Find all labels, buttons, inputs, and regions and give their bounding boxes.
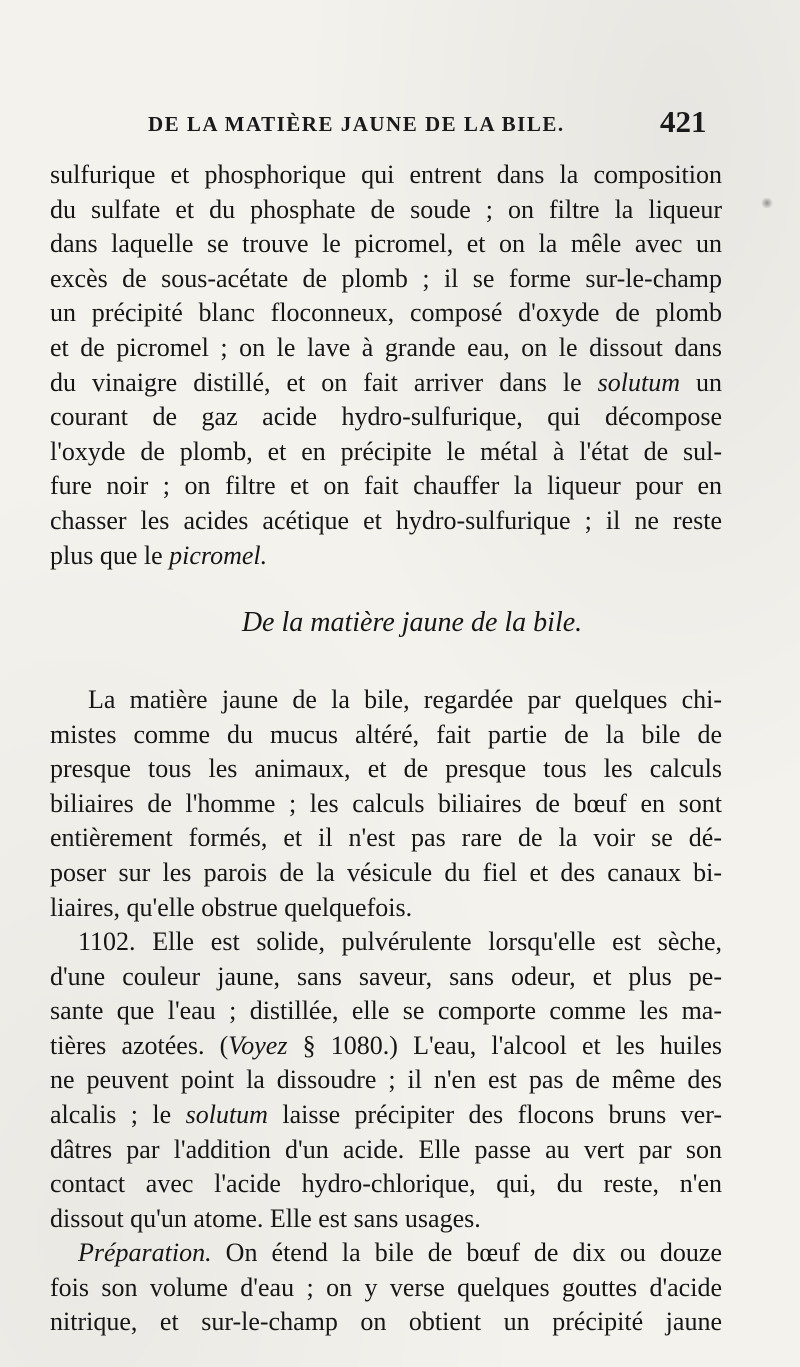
- text-line: biliaires de l'homme ; les calculs biliaires de bœuf en sont: [50, 788, 722, 818]
- running-head: DE LA MATIÈRE JAUNE DE LA BILE.: [148, 112, 565, 136]
- italic-term: picromel.: [169, 540, 268, 570]
- text-line: [50, 1029, 722, 1064]
- ink-stain: [760, 198, 774, 208]
- text-segment: § 1080.) L'eau, l'alcool et les huiles: [287, 1030, 722, 1060]
- text-line: dâtres par l'addition d'un acide. Elle passe au vert par son: [50, 1134, 722, 1164]
- text-line: 1102. Elle est solide, pulvérulente lorsqu'elle est sèche,: [78, 927, 722, 956]
- text-line: excès de sous-acétate de plomb ; il se forme sur-le-champ: [50, 263, 722, 293]
- italic-term: solutum: [185, 1099, 268, 1129]
- text-line: fois son volume d'eau ; on y verse quelques gouttes d'acide: [50, 1272, 722, 1302]
- text-segment: du vinaigre distillé, et on fait arriver dans le: [50, 367, 582, 397]
- text-line: dans laquelle se trouve le picromel, et on la mêle avec un: [50, 229, 722, 259]
- text-line: [50, 366, 722, 401]
- text-line: [50, 1236, 722, 1271]
- section-title-text: De la matière jaune de la bile.: [241, 607, 583, 638]
- text-line: nitrique, et sur-le-champ on obtient un précipité jaune: [50, 1307, 722, 1337]
- text-line: poser sur les parois de la vésicule du fiel et des canaux bi-: [50, 857, 722, 887]
- paragraph-1: [50, 158, 722, 573]
- paragraph-2: [50, 683, 722, 925]
- page-number: 421: [660, 104, 707, 139]
- text-line: mistes comme du mucus altéré, fait partie de la bile de: [50, 719, 722, 749]
- text-segment: un: [696, 367, 723, 397]
- section-title: [0, 607, 800, 639]
- text-line: [50, 1098, 722, 1133]
- text-line: d'une couleur jaune, sans saveur, sans odeur, et plus pe-: [50, 961, 722, 991]
- text-line: sulfurique et phosphorique qui entrent dans la composition: [50, 160, 722, 189]
- text-segment: laisse précipiter des flocons bruns ver-: [267, 1099, 723, 1129]
- italic-term: solutum: [597, 367, 680, 397]
- text-segment: alcalis ; le: [50, 1099, 172, 1129]
- text-line: liaires, qu'elle obstrue quelquefois.: [50, 892, 413, 922]
- text-line: du sulfate et du phosphate de soude ; on filtre la liqueur: [50, 194, 722, 224]
- text-line: un précipité blanc floconneux, composé d'oxyde de plomb: [50, 298, 722, 328]
- text-segment: tières azotées. (: [50, 1030, 229, 1060]
- text-line: La matière jaune de la bile, regardée par quelques chi-: [88, 685, 722, 714]
- text-line: presque tous les animaux, et de presque tous les calculs: [50, 754, 722, 784]
- text-line: ne peuvent point la dissoudre ; il n'en est pas de même des: [50, 1065, 722, 1095]
- text-line: l'oxyde de plomb, et en précipite le métal à l'état de sul-: [50, 436, 722, 466]
- text-line: entièrement formés, et il n'est pas rare de la voir se dé-: [50, 823, 722, 853]
- text-line: courant de gaz acide hydro-sulfurique, qui décompose: [50, 402, 722, 432]
- italic-term: Voyez: [228, 1030, 288, 1060]
- text-line: dissout qu'un atome. Elle est sans usages.: [50, 1203, 481, 1233]
- text-line: sante que l'eau ; distillée, elle se comporte comme les ma-: [50, 996, 722, 1026]
- text-line: chasser les acides acétique et hydro-sulfurique ; il ne reste: [50, 505, 722, 535]
- text-line: contact avec l'acide hydro-chlorique, qui, du reste, n'en: [50, 1169, 722, 1199]
- text-line: et de picromel ; on le lave à grande eau, on le dissout dans: [50, 332, 722, 362]
- text-segment: On étend la bile de bœuf de dix ou douze: [211, 1238, 722, 1267]
- text-line: fure noir ; on filtre et on fait chauffer la liqueur pour en: [50, 471, 722, 501]
- paragraph-4: [50, 1236, 722, 1340]
- text-line: [50, 539, 722, 574]
- text-segment: plus que le: [50, 540, 163, 570]
- italic-term: Préparation.: [78, 1238, 212, 1267]
- paragraph-3: [50, 925, 722, 1236]
